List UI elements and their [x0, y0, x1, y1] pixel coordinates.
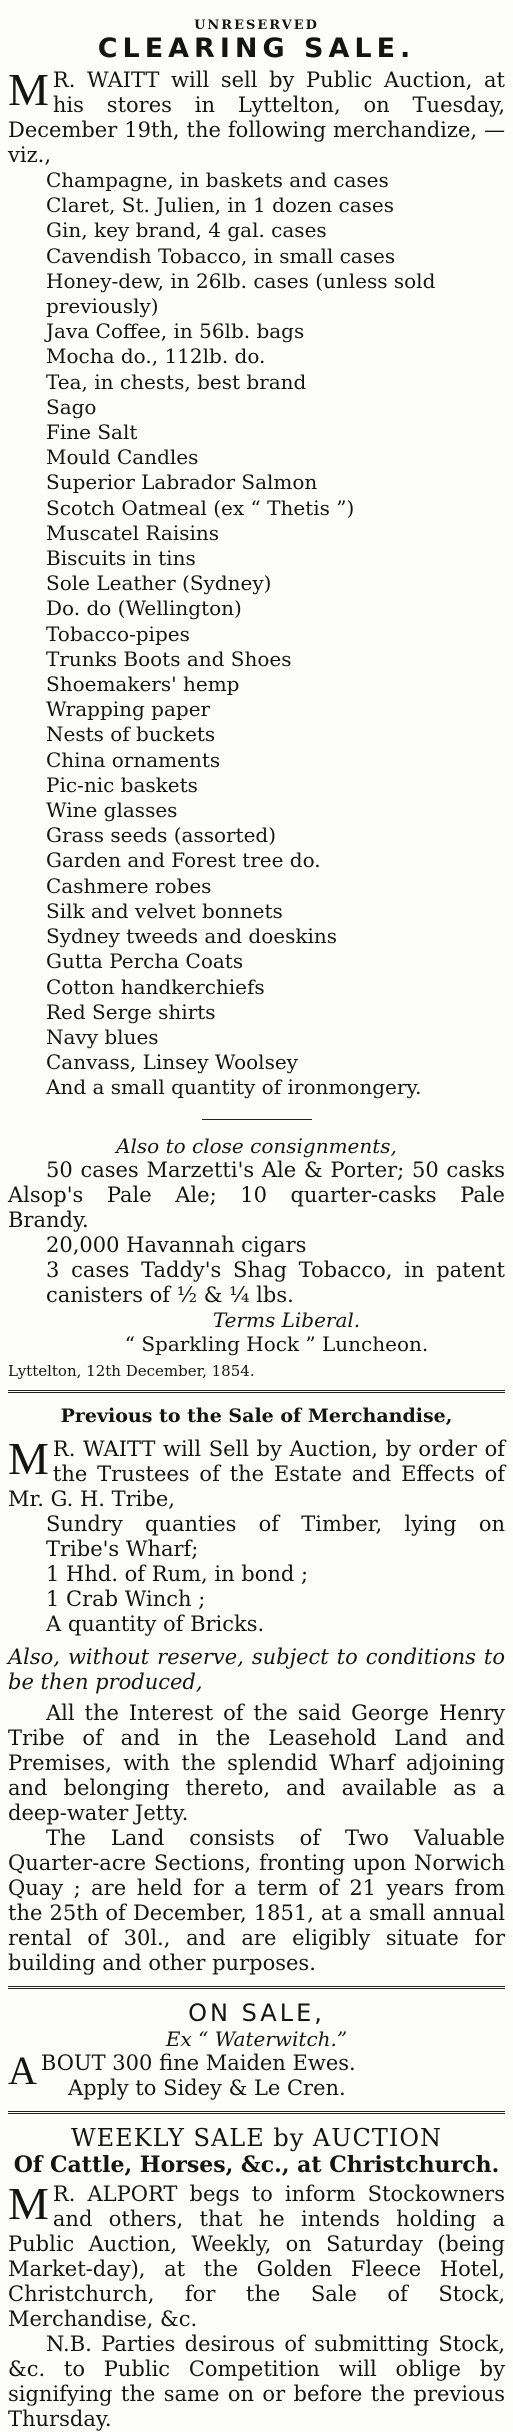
- merchandise-item: Cashmere robes: [46, 873, 212, 898]
- merchandise-item: And a small quantity of ironmongery.: [46, 1075, 422, 1100]
- on-sale-ad: [8, 1999, 505, 2101]
- ad-separator: [8, 1390, 505, 1393]
- merchandise-item: Gutta Percha Coats: [46, 949, 244, 974]
- ad-intro: [8, 2177, 505, 2332]
- merchandise-item: Champagne, in baskets and cases: [46, 168, 389, 192]
- merchandise-item: Sole Leather (Sydney): [46, 571, 272, 596]
- interest-paragraph: All the Interest of the said George Henry Tribe of and in the Leasehold Land and Premises, with the splendid Wharf adjoining and belonging thereto, and available as a deep-water Jetty.: [8, 1700, 505, 1825]
- drop-cap: M: [8, 64, 49, 115]
- intro-text: R. WAITT will sell by Public Auction, at his stores in Lyttelton, on Tuesday, December 19th, the following merchandize, —viz.,: [8, 68, 505, 167]
- merchandise-item: Java Coffee, in 56lb. bags: [46, 319, 305, 344]
- merchandise-item: Tobacco-pipes: [46, 621, 190, 646]
- tobacco-line: 3 cases Taddy's Shag Tobacco, in patent canisters of ½ & ¼ lbs.: [46, 1257, 505, 1307]
- merchandise-list: [8, 168, 505, 1101]
- drop-cap: M: [8, 1432, 49, 1484]
- merchandise-item: Honey-dew, in 26lb. cases (unless sold previously): [46, 268, 436, 319]
- conditions-line: Also, without reserve, subject to conditions to be then produced,: [8, 1644, 505, 1694]
- merchandise-item: Silk and velvet bonnets: [46, 898, 283, 923]
- ad-separator: [8, 1986, 505, 1989]
- merchandise-item: Do. do (Wellington): [46, 596, 242, 621]
- weekly-sale-ad: [8, 2124, 505, 2432]
- cigars-line: 20,000 Havannah cigars: [46, 1232, 307, 1257]
- merchandise-item: Sydney tweeds and doeskins: [46, 924, 337, 949]
- ad-subheading: Ex “ Waterwitch.”: [165, 2026, 348, 2051]
- merchandise-item: Biscuits in tins: [46, 546, 196, 571]
- merchandise-item: Shoemakers' hemp: [46, 672, 240, 697]
- tribe-estate-ad: [8, 1405, 505, 1976]
- merchandise-item: Canvass, Linsey Woolsey: [46, 1050, 298, 1075]
- consignments-text: 50 cases Marzetti's Ale & Porter; 50 casks Alsop's Pale Ale; 10 quarter-casks Pale Brandy.: [8, 1157, 505, 1232]
- merchandise-item: Grass seeds (assorted): [46, 823, 277, 848]
- ad-separator: [8, 2111, 505, 2114]
- merchandise-item: Garden and Forest tree do.: [46, 848, 321, 873]
- consignments-heading: Also to close consignments,: [116, 1133, 397, 1158]
- apply-line: Apply to Sidey & Le Cren.: [68, 2075, 346, 2100]
- merchandise-item: Muscatel Raisins: [46, 520, 220, 545]
- merchandise-item: Superior Labrador Salmon: [46, 470, 318, 495]
- merchandise-item: Wine glasses: [46, 798, 178, 823]
- merchandise-item: Tea, in chests, best brand: [46, 369, 307, 394]
- dateline: Lyttelton, 12th December, 1854.: [8, 1361, 255, 1380]
- terms-line: Terms Liberal.: [212, 1307, 361, 1332]
- merchandise-item: Mould Candles: [46, 445, 199, 470]
- merchandise-item: Mocha do., 112lb. do.: [46, 344, 266, 369]
- lot-item: A quantity of Bricks.: [46, 1611, 265, 1636]
- ad-headline: CLEARING SALE.: [97, 33, 416, 64]
- clearing-sale-ad: [8, 18, 505, 1380]
- ad-kicker: UNRESERVED: [194, 18, 319, 33]
- merchandise-item: Pic-nic baskets: [46, 772, 198, 797]
- drop-cap: M: [8, 2177, 49, 2229]
- lot-item: 1 Crab Winch ;: [46, 1586, 206, 1611]
- intro-text: R. ALPORT begs to inform Stockowners and others, that he intends holding a Public Auction, Weekly, on Saturday (being Market-day), at the Golden Fleece Hotel, Christchurch, for the Sale of Stock, Merchandise, &c.: [8, 2181, 505, 2331]
- luncheon-line: “ Sparkling Hock ” Luncheon.: [124, 1331, 429, 1356]
- section-divider: [202, 1119, 312, 1120]
- merchandise-item: Cavendish Tobacco, in small cases: [46, 243, 396, 268]
- ad-heading: Previous to the Sale of Merchandise,: [60, 1404, 453, 1427]
- nb-paragraph: N.B. Parties desirous of submitting Stock, &c. to Public Competition will oblige by signifying the same on or before the previous Thursday.: [8, 2331, 505, 2431]
- merchandise-item: Scotch Oatmeal (ex “ Thetis ”): [46, 495, 355, 520]
- drop-cap: A: [8, 2047, 37, 2093]
- ad-subheading: Of Cattle, Horses, &c., at Christchurch.: [13, 2151, 500, 2178]
- merchandise-item: China ornaments: [46, 747, 221, 772]
- merchandise-item: Cotton handkerchiefs: [46, 974, 265, 999]
- intro-text: R. WAITT will Sell by Auction, by order of the Trustees of the Estate and Effects of Mr. G. H. Tribe,: [8, 1436, 505, 1511]
- ad-heading: ON SALE,: [188, 1998, 325, 2027]
- ad-intro: [8, 64, 505, 168]
- ad-intro: [8, 1432, 505, 1512]
- merchandise-item: Sago: [46, 394, 97, 419]
- merchandise-item: Red Serge shirts: [46, 999, 216, 1024]
- merchandise-item: Fine Salt: [46, 420, 138, 445]
- merchandise-item: Wrapping paper: [46, 697, 211, 722]
- merchandise-item: Nests of buckets: [46, 722, 216, 747]
- ad-heading: WEEKLY SALE by AUCTION: [70, 2123, 442, 2152]
- lot-item: 1 Hhd. of Rum, in bond ;: [46, 1561, 309, 1586]
- newspaper-column: [8, 18, 505, 2431]
- land-paragraph: The Land consists of Two Valuable Quarter-acre Sections, fronting upon Norwich Quay ; are held for a term of 21 years from the 25th of December, 1851, at a small annual rental of 30l., and are eligibly situate for building and other purposes.: [8, 1825, 505, 1975]
- merchandise-item: Trunks Boots and Shoes: [46, 646, 292, 671]
- merchandise-item: Claret, St. Julien, in 1 dozen cases: [46, 193, 395, 218]
- merchandise-item: Navy blues: [46, 1024, 159, 1049]
- merchandise-item: Gin, key brand, 4 gal. cases: [46, 218, 327, 243]
- lot-item: Sundry quanties of Timber, lying on Tribe's Wharf;: [46, 1511, 505, 1561]
- sale-line: BOUT 300 fine Maiden Ewes.: [40, 2050, 356, 2075]
